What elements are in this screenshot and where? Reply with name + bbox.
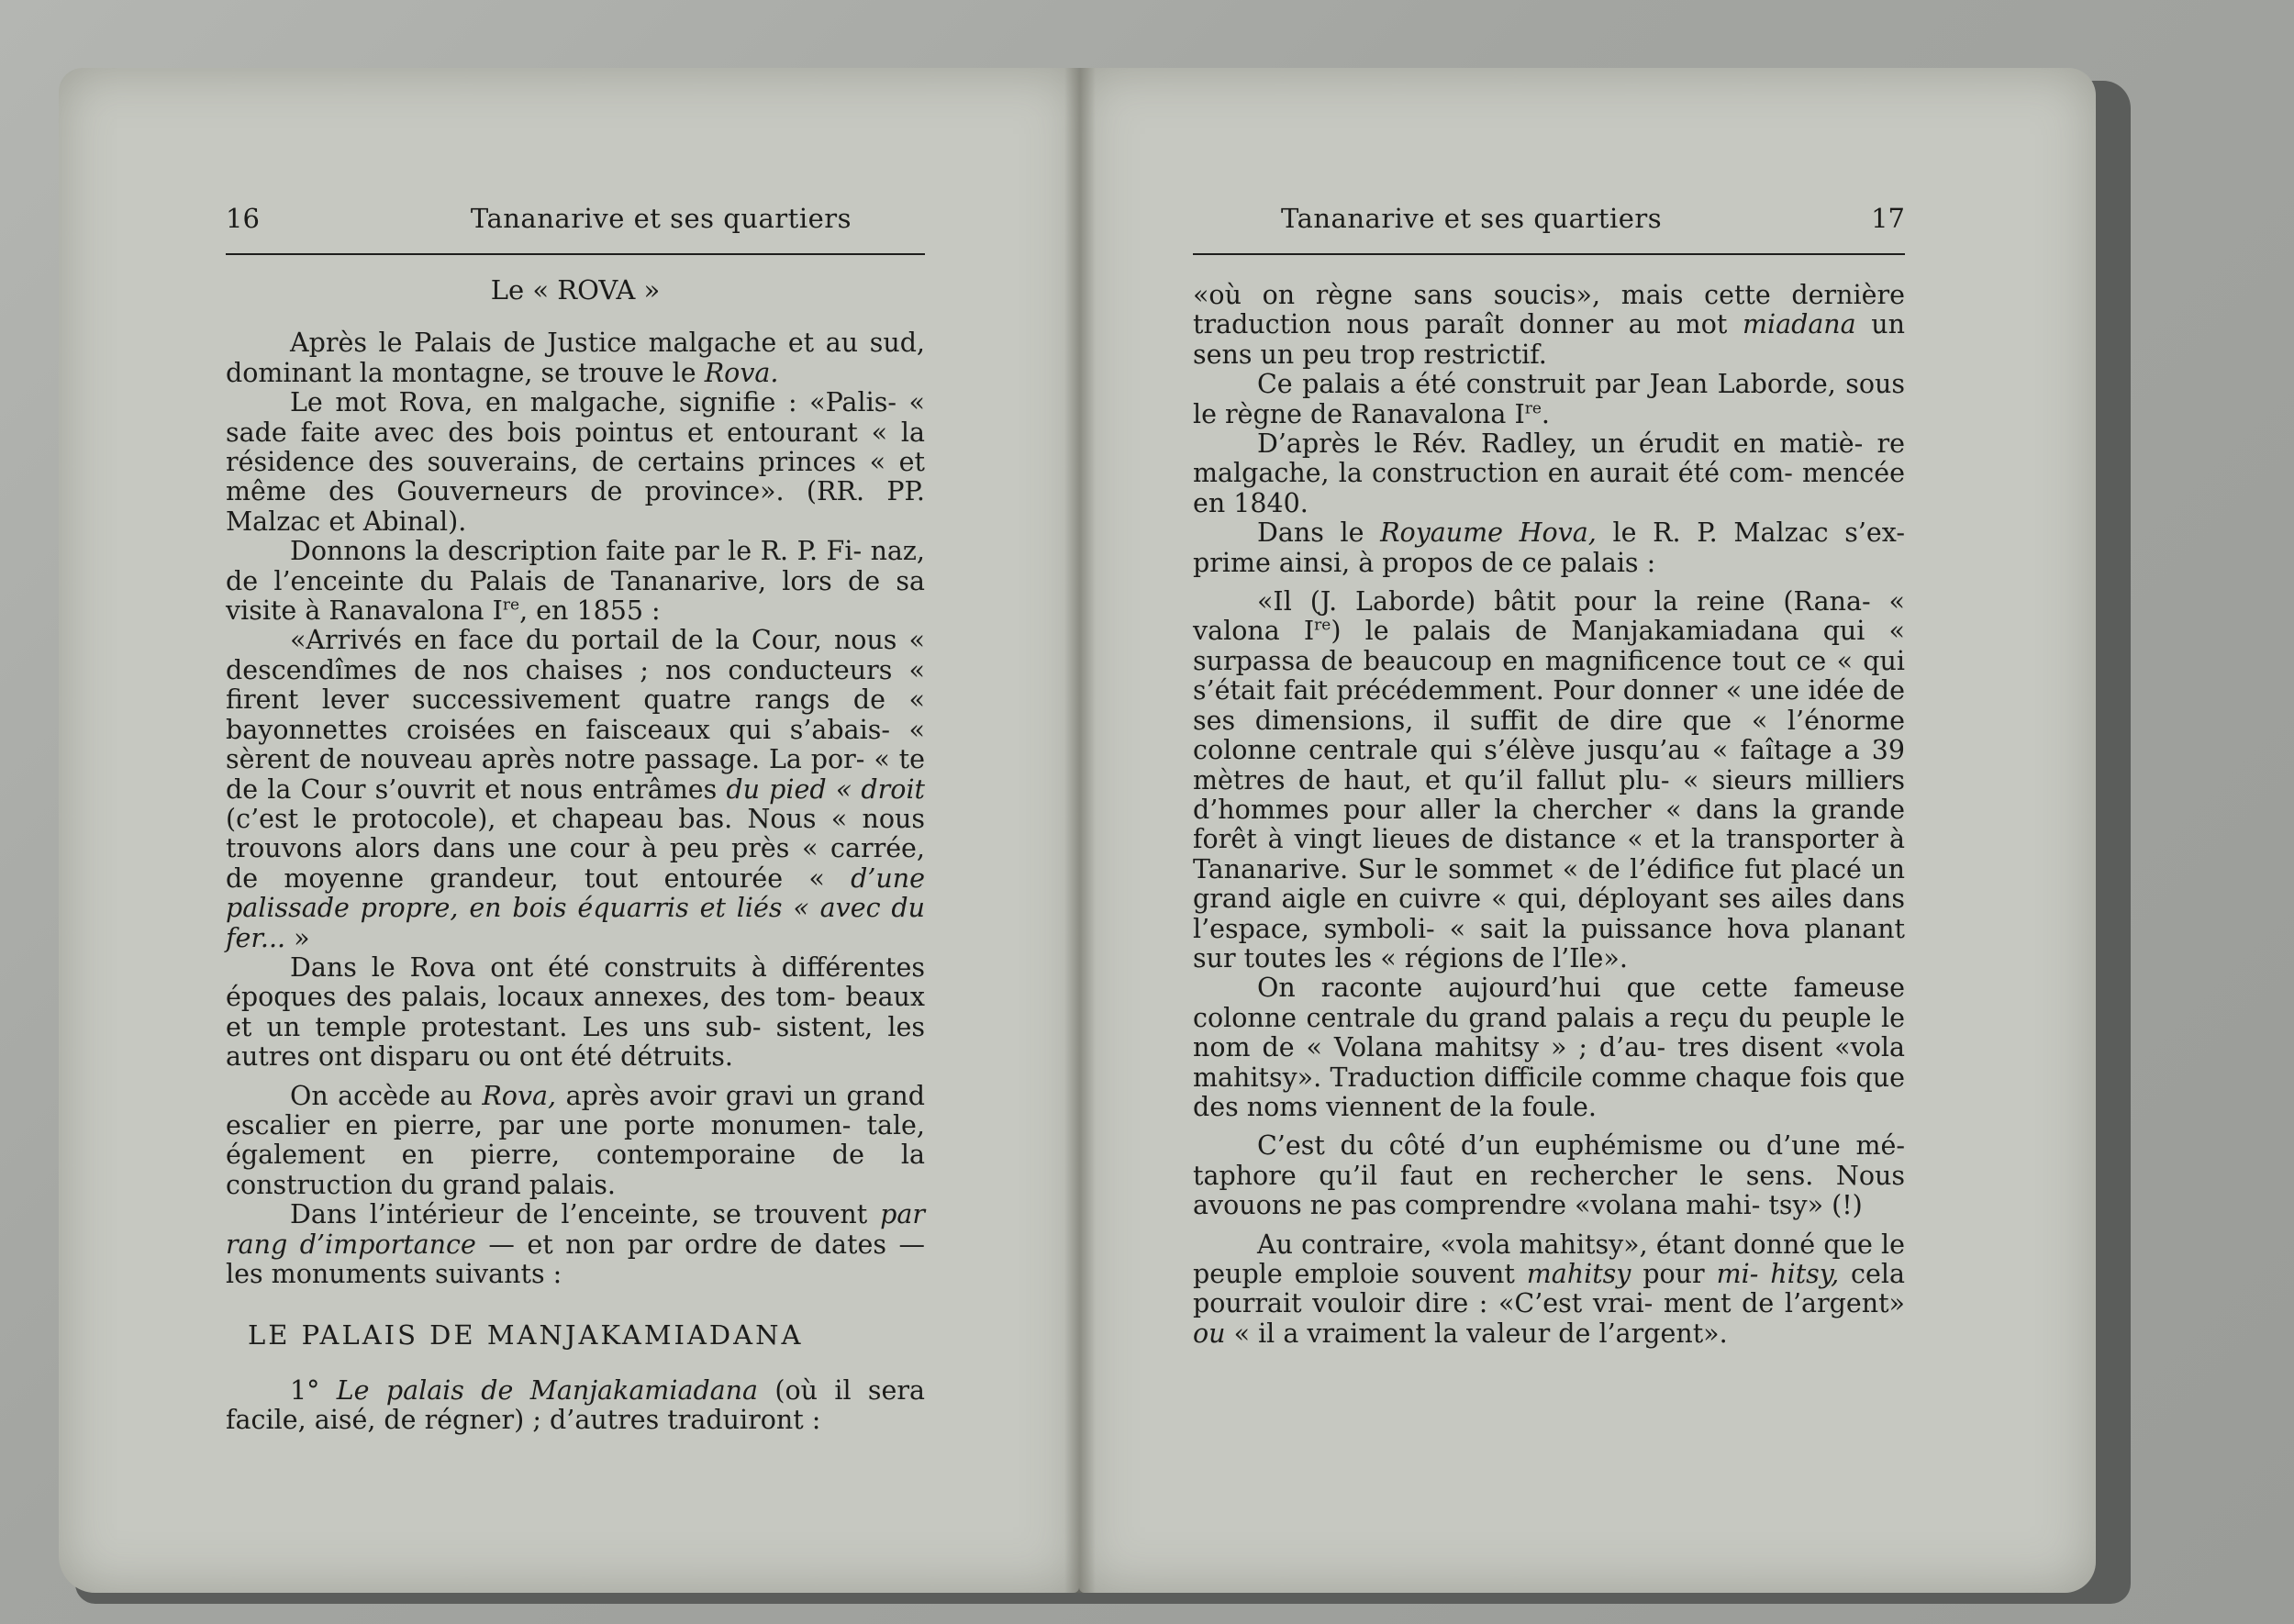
paragraph: On raconte aujourd’hui que cette fameuse colonne centrale du grand palais a reçu du peuple le nom de « Volana mahitsy » ; d’au- tres disent «vola mahitsy». Traduction difficile comme chaque fois que des noms viennent de la foule. bbox=[1193, 973, 1905, 1122]
paragraph: Le mot Rova, en malgache, signifie : «Palis- « sade faite avec des bois pointus et entourant « la résidence des souverains, de certains princes « et même des Gouverneurs de province». (RR. PP. Malzac et Abinal). bbox=[226, 387, 925, 537]
book-gutter bbox=[1064, 68, 1096, 1593]
left-running-head bbox=[226, 204, 925, 255]
paragraph: On accède au Rova, après avoir gravi un grand escalier en pierre, par une porte monumen- tale, également en pierre, contemporaine de la construction du grand palais. bbox=[226, 1080, 925, 1200]
paragraph: Dans l’intérieur de l’enceinte, se trouvent par rang d’importance — et non par ordre de dates — les monuments suivants : bbox=[226, 1199, 926, 1289]
paragraph: Ce palais a été construit par Jean Laborde, sous le règne de Ranavalona Ire. bbox=[1193, 369, 1905, 429]
paragraph: D’après le Rév. Radley, un érudit en matiè- re malgache, la construction en aurait été com- mencée en 1840. bbox=[1193, 428, 1905, 518]
left-page-text bbox=[226, 204, 925, 1436]
paragraph: Dans le Rova ont été construits à différentes époques des palais, locaux annexes, des tom- beaux et un temple protestant. Les uns sub- sistent, les autres ont disparu ou ont été détruits. bbox=[226, 951, 925, 1073]
section-title: Le « ROVA » bbox=[490, 274, 661, 306]
right-running-title: Tananarive et ses quartiers bbox=[1281, 203, 1663, 234]
quotation: «Arrivés en face du portail de la Cour, nous « descendîmes de nos chaises ; nos conducteurs « firent lever successivement quatre rangs de « bayonnettes croisées en faisceaux qui s’abais- « sèrent de nouveau après notre passage. La por- « te de la Cour s’ouvrit et nous entrâmes du pied « droit (c’est le protocole), et chapeau bas. Nous « nous trouvons alors dans une cour à peu près « carrée, de moyenne grandeur, tout entourée « d’une palissade propre, en bois équarris et liés « avec du fer... » bbox=[226, 625, 926, 953]
right-page-text bbox=[1193, 204, 1905, 1349]
chapter-heading: LE PALAIS DE MANJAKAMIADANA bbox=[248, 1319, 804, 1351]
quotation: «Il (J. Laborde) bâtit pour la reine (Rana- « valona Ire) le palais de Manjakamiadana qui « surpassa de beaucoup en magnificence tout ce « qui s’était fait précédemment. Pour donner « une idée de ses dimensions, il suffit de dire que « l’énorme colonne centrale qui s’élève jusqu’au « faîtage a 39 mètres de haut, et qu’il fallut plu- « sieurs milliers d’hommes pour aller la chercher « dans la grande forêt à vingt lieues de distance « et la transporter à Tananarive. Sur le sommet « de l’édifice fut placé un grand aigle en cuivre « qui, déployant ses ailes dans l’espace, symboli- « sait la puissance hova planant sur toutes les « régions de l’Ile». bbox=[1193, 586, 1905, 973]
paragraph: Donnons la description faite par le R. P. Fi- naz, de l’enceinte du Palais de Tananarive, lors de sa visite à Ranavalona Ire, en 1855 : bbox=[226, 536, 925, 627]
left-page-number: 16 bbox=[226, 203, 260, 234]
paragraph: 1° Le palais de Manjakamiadana (où il sera facile, aisé, de régner) ; d’autres traduiront : bbox=[226, 1374, 925, 1436]
right-page-number: 17 bbox=[1871, 203, 1905, 234]
right-running-head bbox=[1193, 204, 1905, 255]
paragraph: Au contraire, «vola mahitsy», étant donné que le peuple emploie souvent mahitsy pour mi- hitsy, cela pourrait vouloir dire : «C’est vrai- ment de l’argent» ou « il a vraiment la valeur de l’argent». bbox=[1193, 1229, 1905, 1349]
left-running-title: Tananarive et ses quartiers bbox=[470, 203, 852, 234]
paragraph: Dans le Royaume Hova, le R. P. Malzac s’ex- prime ainsi, à propos de ce palais : bbox=[1193, 517, 1905, 578]
paragraph: C’est du côté d’un euphémisme ou d’une mé- taphore qu’il faut en rechercher le sens. Nous avouons ne pas comprendre «volana mahi- tsy» (!) bbox=[1193, 1130, 1905, 1221]
paragraph: Après le Palais de Justice malgache et au sud, dominant la montagne, se trouve le Rova. bbox=[226, 328, 925, 388]
paragraph: «où on règne sans soucis», mais cette dernière traduction nous paraît donner au mot miadana un sens un peu trop restrictif. bbox=[1193, 280, 1905, 370]
